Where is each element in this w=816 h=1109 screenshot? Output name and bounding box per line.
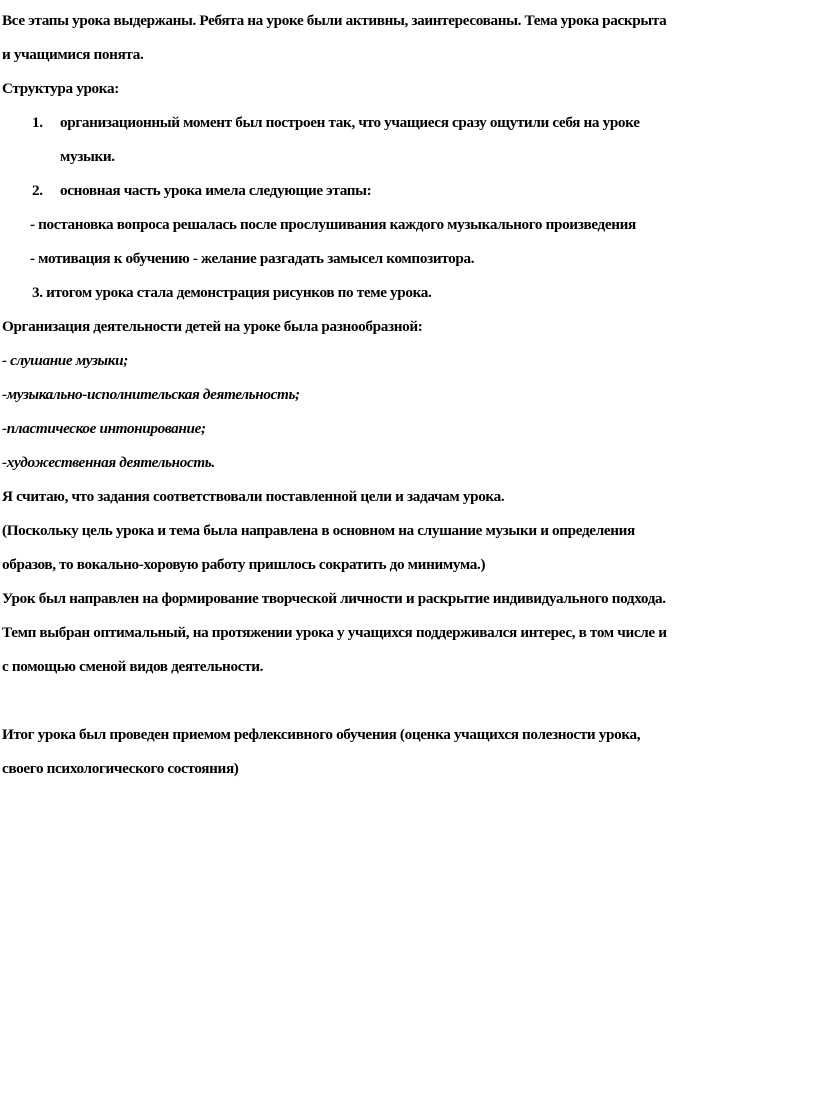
activity-listening: - слушание музыки; — [2, 352, 128, 369]
stage-line-2: - мотивация к обучению - желание разгадать замысел композитора. — [30, 250, 475, 267]
conclusion-line-2: своего психологического состояния) — [2, 760, 239, 777]
list-item-2-text: основная часть урока имела следующие этапы: — [60, 182, 372, 199]
activities-heading: Организация деятельности детей на уроке была разнообразной: — [2, 318, 423, 335]
activity-plastic-intonation: -пластическое интонирование; — [2, 420, 206, 437]
structure-heading: Структура урока: — [2, 80, 119, 97]
body-line-5: Темп выбран оптимальный, на протяжении урока у учащихся поддерживался интерес, в том числе и — [2, 624, 667, 641]
spacer — [2, 684, 814, 718]
list-item-1 — [2, 106, 814, 140]
body-line-2: (Поскольку цель урока и тема была направлена в основном на слушание музыки и определения — [2, 522, 635, 539]
activity-performing: -музыкально-исполнительская деятельность; — [2, 386, 300, 403]
list-item-2-number: 2. — [32, 182, 43, 199]
intro-line-1: Все этапы урока выдержаны. Ребята на уроке были активны, заинтересованы. Тема урока раскрыта — [2, 12, 667, 29]
stage-line-1: - постановка вопроса решалась после прослушивания каждого музыкального произведения — [30, 216, 636, 233]
list-item-3: 3. итогом урока стала демонстрация рисунков по теме урока. — [32, 284, 432, 301]
intro-line-2: и учащимися понята. — [2, 46, 144, 63]
list-item-2 — [2, 174, 814, 208]
body-line-1: Я считаю, что задания соответствовали поставленной цели и задачам урока. — [2, 488, 505, 505]
list-item-1-continuation: музыки. — [60, 148, 115, 165]
activity-artistic: -художественная деятельность. — [2, 454, 215, 471]
conclusion-line-1: Итог урока был проведен приемом рефлексивного обучения (оценка учащихся полезности урока, — [2, 726, 641, 743]
list-item-1-text: организационный момент был построен так, что учащиеся сразу ощутили себя на уроке — [60, 114, 640, 131]
body-line-6: с помощью сменой видов деятельности. — [2, 658, 264, 675]
body-line-4: Урок был направлен на формирование творческой личности и раскрытие индивидуального подхода. — [2, 590, 666, 607]
body-line-3: образов, то вокально-хоровую работу пришлось сократить до минимума.) — [2, 556, 486, 573]
list-item-1-number: 1. — [32, 114, 43, 131]
